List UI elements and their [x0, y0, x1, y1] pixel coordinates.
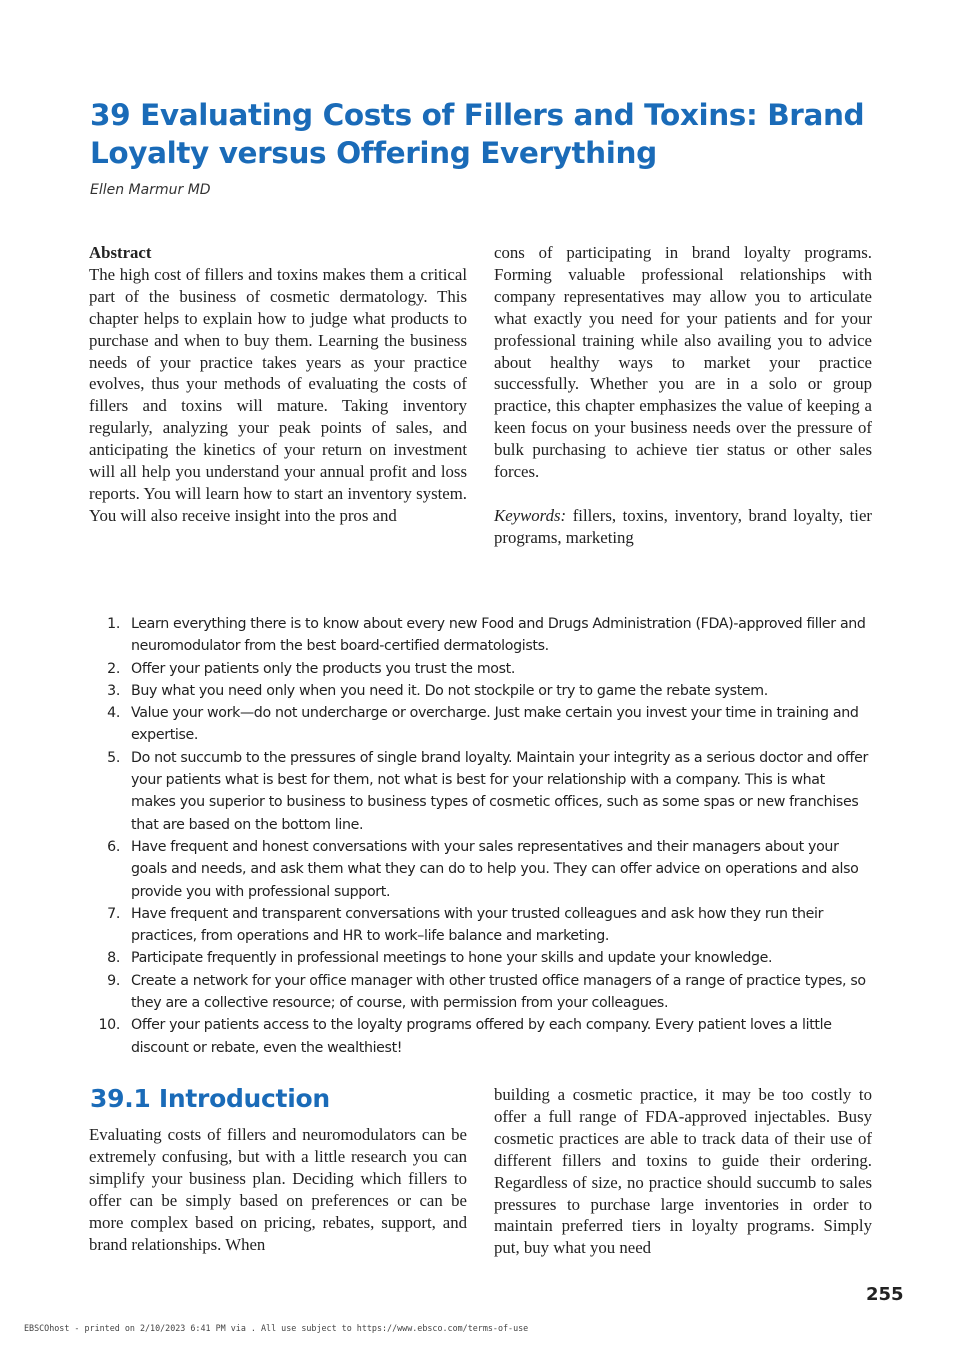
abstract-right-column — [494, 242, 872, 549]
page-number: 255 — [866, 1284, 904, 1305]
list-item-number: 5. — [107, 749, 120, 766]
abstract-text-left: The high cost of fillers and toxins makes them a critical part of the business of cosmetic dermatology. This chapter helps to explain how to judge what products to purchase and when to buy them. Learning the business needs of your practice takes years as your practice evolves, thus your methods of evaluating the costs of fillers and toxins will mature. Taking inventory regularly, analyzing your peak points of sales, and anticipating the kinetics of your return on investment will all help you understand your annual profit and loss reports. You will learn how to start an inventory system. You will also receive insight into the pros and — [89, 264, 467, 525]
list-item-text: Do not succumb to the pressures of single brand loyalty. Maintain your integrity as a serious doctor and offer your patients what is best for them, not what is best for your relationship with a company. This is what makes you superior to business to business types of cosmetic offices, such as some spas or new franchises that are based on the bottom line. — [131, 749, 868, 833]
list-item-text: Participate frequently in professional meetings to hone your skills and update your knowledge. — [131, 950, 773, 967]
keywords-text: fillers, toxins, inventory, brand loyalty, tier programs, marketing — [494, 505, 872, 547]
list-item-number: 9. — [107, 972, 120, 989]
list-item-text: Have frequent and transparent conversations with your trusted colleagues and ask how they run their practices, from operations and HR to work–life balance and marketing. — [131, 905, 824, 945]
list-item — [90, 903, 870, 948]
key-points-list — [90, 613, 870, 1059]
list-item — [90, 702, 870, 747]
list-item-text: Offer your patients access to the loyalty programs offered by each company. Every patient loves a little discount or rebate, even the wealthiest! — [131, 1017, 832, 1056]
introduction-right-column: building a cosmetic practice, it may be too costly to offer a full range of FDA-approved injectables. Busy cosmetic practices are able to track data of their use of different fillers and toxins to guide their ordering. Regardless of size, no practice should succumb to sales pressures to purchase large inventories in order to maintain preferred tiers in loyalty programs. Simply put, buy what you need — [494, 1085, 872, 1258]
list-item — [90, 658, 870, 680]
abstract-left-column — [89, 242, 467, 527]
list-item — [90, 613, 870, 658]
list-item — [90, 947, 870, 969]
list-item-text: Create a network for your office manager with other trusted office managers of a range of practice types, so they are a collective resource; of course, with permission from your colleagues. — [131, 972, 866, 1012]
list-item — [90, 836, 870, 903]
introduction-left-column: Evaluating costs of fillers and neuromodulators can be extremely confusing, but with a little research you can simplify your business plan. Deciding which fillers to offer can be simply based on preferences or can be more complex based on pricing, rebates, support, and brand relationships. When — [89, 1125, 467, 1254]
chapter-title: 39 Evaluating Costs of Fillers and Toxins: Brand Loyalty versus Offering Everything — [90, 98, 865, 170]
list-item — [90, 970, 870, 1015]
list-item-text: Offer your patients only the products you trust the most. — [131, 660, 516, 677]
author-name: Ellen Marmur MD — [90, 182, 211, 198]
list-item-number: 2. — [107, 660, 120, 677]
list-item-text: Buy what you need only when you need it. Do not stockpile or try to game the rebate system. — [131, 682, 768, 699]
list-item-number: 6. — [107, 838, 120, 855]
list-item — [90, 747, 870, 836]
list-item-text: Value your work—do not undercharge or overcharge. Just make certain you invest your time in training and expertise. — [131, 705, 859, 744]
list-item-number: 1. — [107, 616, 120, 632]
list-item-text: Learn everything there is to know about every new Food and Drugs Administration (FDA)-approved filler and neuromodulator from the best board-certified dermatologists. — [131, 616, 866, 655]
list-item — [90, 680, 870, 702]
list-item-number: 4. — [107, 705, 120, 722]
list-item-number: 3. — [107, 682, 120, 699]
section-heading-introduction: 39.1 Introduction — [90, 1084, 330, 1113]
footer-note: EBSCOhost - printed on 2/10/2023 6:41 PM via . All use subject to https://www.ebsco.com/terms-of-use — [24, 1323, 529, 1333]
abstract-text-right: cons of participating in brand loyalty programs. Forming valuable professional relationships with company representatives may allow you to articulate what exactly you need for your patients and for your professional training while also availing you to advice about healthy ways to market your practice successfully. Whether you are in a solo or group practice, this chapter emphasizes the value of keeping a keen focus on your business needs over the pressure of bulk purchasing to achieve tier status or other sales forces. — [494, 243, 872, 482]
list-item — [90, 1014, 870, 1059]
list-item-text: Have frequent and honest conversations with your sales representatives and their managers about your goals and needs, and ask them what they can do to help you. They can offer advice on operations and also provide you with professional support. — [131, 838, 859, 900]
list-item-number: 8. — [107, 950, 120, 967]
abstract-heading: Abstract — [89, 243, 152, 262]
list-item-number: 7. — [107, 905, 120, 922]
keywords-label: Keywords: — [494, 505, 567, 525]
list-item-number: 10. — [98, 1017, 120, 1034]
